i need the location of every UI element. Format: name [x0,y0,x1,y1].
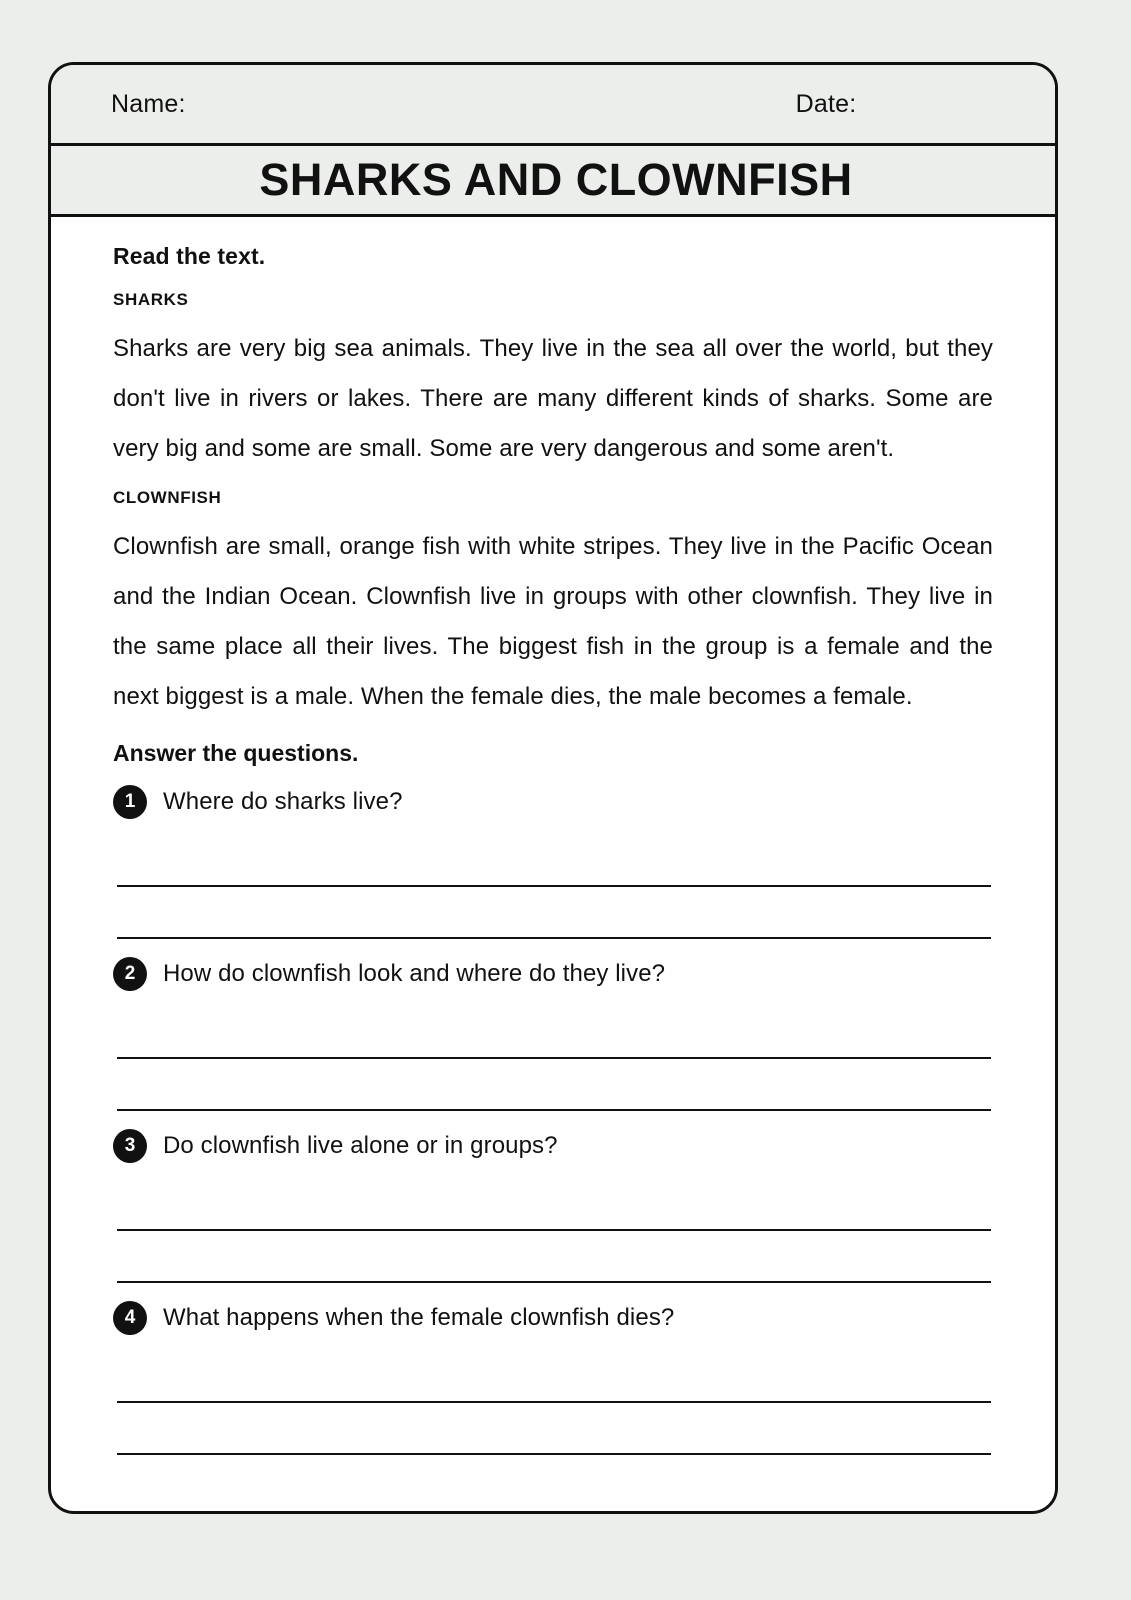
question-header [113,1301,993,1335]
question-item [113,1129,993,1283]
answer-line[interactable] [117,1403,991,1455]
answer-instruction: Answer the questions. [113,740,359,766]
question-text: Do clownfish live alone or in groups? [163,1132,558,1159]
question-header [113,785,993,819]
answer-line[interactable] [117,1179,991,1231]
question-number-badge: 2 [113,957,147,991]
date-label: Date: [795,89,857,118]
answer-lines[interactable] [113,1007,993,1111]
question-number-badge: 3 [113,1129,147,1163]
question-text: How do clownfish look and where do they live? [163,960,666,987]
answer-lines[interactable] [113,835,993,939]
name-label: Name: [111,89,186,118]
answer-line[interactable] [117,1059,991,1111]
question-header [113,957,993,991]
question-item [113,957,993,1111]
answer-line[interactable] [117,1231,991,1283]
worksheet-content [51,217,1055,1461]
answer-lines[interactable] [113,1179,993,1283]
question-number-badge: 4 [113,1301,147,1335]
passage-heading-sharks: SHARKS [113,290,189,309]
read-instruction: Read the text. [113,243,266,269]
question-number-badge: 1 [113,785,147,819]
answer-line[interactable] [117,1351,991,1403]
answer-line[interactable] [117,835,991,887]
question-item [113,1301,993,1455]
answer-line[interactable] [117,887,991,939]
question-text: What happens when the female clownfish dies? [163,1304,675,1331]
worksheet-sheet [48,62,1058,1514]
passage-text-clownfish: Clownfish are small, orange fish with white stripes. They live in the Pacific Ocean and the Indian Ocean. Clownfish live in groups with other clownfish. They live in the same place all their lives. The biggest fish in the group is a female and the next biggest is a male. When the female dies, the male becomes a female. [113,533,993,710]
student-info-row [51,65,1055,143]
answer-lines[interactable] [113,1351,993,1455]
page-title: SHARKS AND CLOWNFISH [259,154,853,205]
question-item [113,785,993,939]
passage-heading-clownfish: CLOWNFISH [113,488,222,507]
answer-line[interactable] [117,1007,991,1059]
question-text: Where do sharks live? [163,788,403,815]
passage-text-sharks: Sharks are very big sea animals. They live in the sea all over the world, but they don't live in rivers or lakes. There are many different kinds of sharks. Some are very big and some are small. Some are very dangerous and some aren't. [113,335,993,462]
question-header [113,1129,993,1163]
title-banner [48,143,1058,217]
